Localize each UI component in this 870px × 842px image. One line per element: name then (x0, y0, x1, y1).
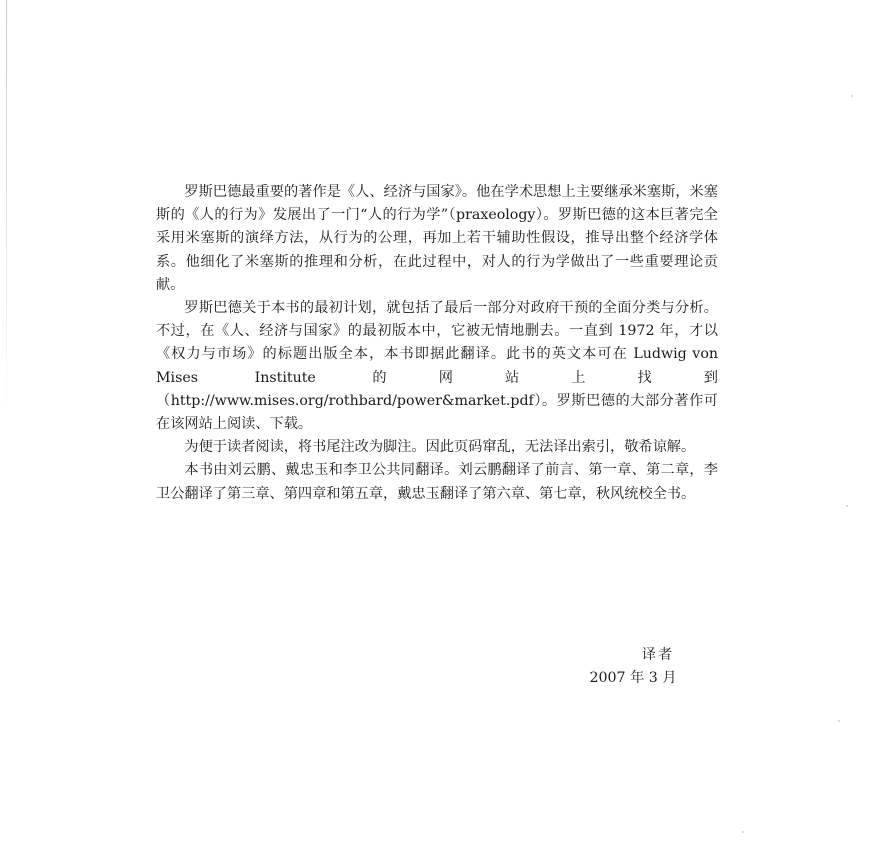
paragraph-translators: 本书由刘云鹏、戴忠玉和李卫公共同翻译。刘云鹏翻译了前言、第一章、第二章，李卫公翻译了第三章、第四章和第五章，戴忠玉翻译了第六章、第七章，秋风统校全书。 (156, 462, 718, 502)
signature-block (560, 644, 700, 690)
paragraph-original-plan: 罗斯巴德关于本书的最初计划，就包括了最后一部分对政府干预的全面分类与分析。不过，在《人、经济与国家》的最初版本中，它被无情地删去。一直到 1972 年，才以《权力与市场》的标题出版全本，本书即据此翻译。此书的英文本可在 Ludwig von Mises Institute 的网站上找到（http://www.mises.org/rothbard/power&market.pdf）。罗斯巴德的大部分著作可在该网站上阅读、下载。 (156, 300, 718, 433)
signature-date: 2007 年 3 月 (589, 670, 677, 686)
scan-speck (742, 831, 744, 833)
scan-speck (838, 720, 840, 722)
scan-edge-line (6, 0, 7, 420)
paragraph-main-work: 罗斯巴德最重要的著作是《人、经济与国家》。他在学术思想上主要继承米塞斯，米塞斯的《人的行为》发展出了一门“人的行为学”（praxeology）。罗斯巴德的这本巨著完全采用米塞斯的演绎方法，从行为的公理，再加上若干辅助性假设，推导出整个经济学体系。他细化了米塞斯的推理和分析，在此过程中，对人的行为学做出了一些重要理论贡献。 (156, 184, 718, 293)
signature-role: 译者 (641, 647, 675, 663)
scan-speck (846, 505, 848, 507)
scan-speck (851, 95, 853, 97)
translator-preface-body (156, 181, 718, 506)
paragraph-footnote-note: 为便于读者阅读，将书尾注改为脚注。因此页码窜乱，无法译出索引，敬希谅解。 (184, 439, 696, 456)
